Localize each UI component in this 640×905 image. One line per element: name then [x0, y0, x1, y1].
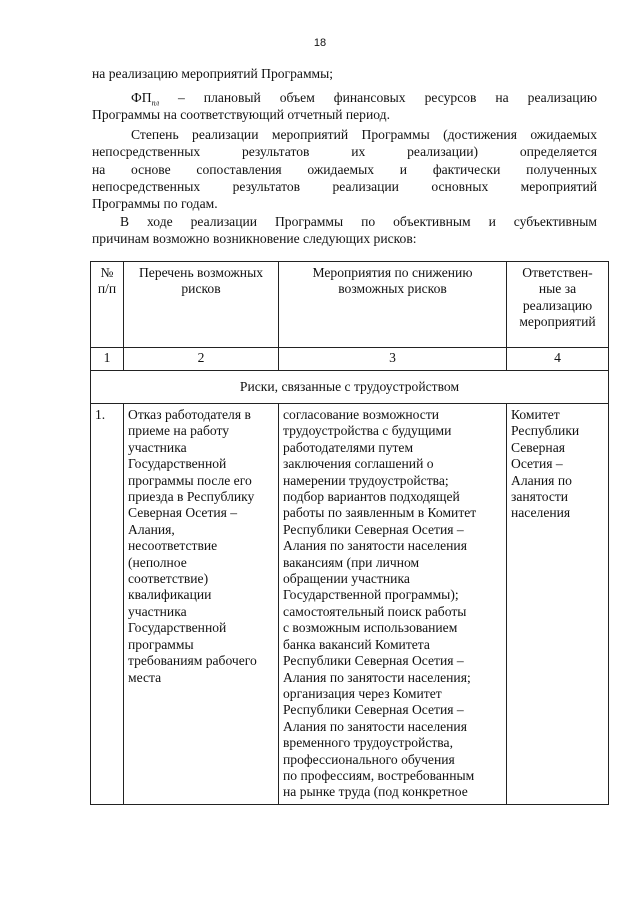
risk-line: участника — [128, 439, 187, 455]
measure-line: по профессиям, востребованным — [283, 767, 475, 783]
p3-line-2: причинам возможно возникновение следующих рисков: — [92, 231, 417, 246]
measure-line: на рынке труда (под конкретное — [283, 784, 468, 800]
measure-line: заключения соглашений о — [283, 456, 434, 472]
intro-line-3: Программы на соответствующий отчетный период. — [92, 107, 390, 122]
responsible-line: Алания по — [511, 472, 572, 488]
responsible-line: Осетия – — [511, 456, 563, 472]
risk-line: квалификации — [128, 587, 212, 603]
measure-line: самостоятельный поиск работы — [283, 603, 467, 619]
row-number: 1. — [91, 404, 124, 805]
risk-line: программы после его — [128, 472, 252, 488]
measure-line: Республики Северная Осетия – — [283, 653, 464, 669]
fp-subscript: пл — [151, 98, 160, 108]
risk-line: Северная Осетия – — [128, 505, 238, 521]
risk-description — [124, 404, 279, 805]
responsible-line: Северная — [511, 439, 565, 455]
column-number-row — [91, 348, 609, 371]
measure-line: с возможным использованием — [283, 620, 458, 636]
fp-definition: – плановый объем финансовых ресурсов на реализацию — [159, 90, 597, 105]
col-number: 4 — [507, 348, 609, 371]
risk-line: приеме на работу — [128, 423, 230, 439]
responsible-line: населения — [511, 505, 571, 521]
risk-line: приезда в Республику — [128, 489, 255, 505]
p3-line-1: В ходе реализации Программы по объективным и субъективным — [120, 214, 597, 229]
risk-line: несоответствие — [128, 538, 218, 554]
measure-line: согласование возможности — [283, 407, 440, 422]
risk-line: Государственной — [128, 456, 227, 472]
risk-line: Алания, — [128, 521, 175, 537]
p2-line-3: на основе сопоставления ожидаемых и фактически полученных — [92, 162, 597, 177]
section-row — [91, 371, 609, 404]
table-header-row — [91, 262, 609, 348]
responsible-line: Комитет — [511, 407, 560, 422]
measure-line: Алания по занятости населения — [283, 538, 467, 554]
risk-line: участника — [128, 603, 187, 619]
p2-line-1: Степень реализации мероприятий Программы (достижения ожидаемых — [131, 127, 597, 142]
risk-line: программы — [128, 636, 194, 652]
responsible-line: Республики — [511, 423, 580, 439]
measure-line: банка вакансий Комитета — [283, 636, 430, 652]
measure-line: работы по заявленным в Комитет — [283, 505, 477, 521]
risk-measures — [279, 404, 507, 805]
risk-line: требованиям рабочего — [128, 653, 257, 669]
header-responsible: Ответствен- ные за реализацию мероприятий — [507, 262, 609, 348]
measure-line: Алания по занятости населения; — [283, 669, 471, 685]
responsible-party — [507, 404, 609, 805]
risk-line: соответствие) — [128, 571, 209, 587]
risk-line: Отказ работодателя в — [128, 407, 251, 422]
measure-line: подбор вариантов подходящей — [283, 489, 460, 505]
measure-line: Республики Северная Осетия – — [283, 521, 464, 537]
measure-line: профессионального обучения — [283, 751, 455, 767]
col-number: 1 — [91, 348, 124, 371]
table-row — [91, 404, 609, 805]
responsible-line: занятости — [511, 489, 569, 505]
intro-line-1: на реализацию мероприятий Программы; — [92, 66, 334, 81]
measure-line: обращении участника — [283, 571, 410, 587]
p2-line-5: Программы по годам. — [92, 196, 218, 211]
header-risks: Перечень возможных рисков — [124, 262, 279, 348]
p2-line-4: непосредственных результатов реализации основных мероприятий — [92, 179, 597, 194]
page-number: 18 — [313, 37, 327, 49]
col-number: 2 — [124, 348, 279, 371]
col-number: 3 — [279, 348, 507, 371]
fp-symbol: ФП — [131, 90, 152, 105]
p2-line-2: непосредственных результатов их реализации) определяется — [92, 144, 597, 159]
risks-table — [90, 261, 609, 805]
header-measures: Мероприятия по снижению возможных рисков — [279, 262, 507, 348]
measure-line: Республики Северная Осетия – — [283, 702, 464, 718]
risk-line: (неполное — [128, 554, 187, 570]
measure-line: Государственной программы); — [283, 587, 459, 603]
measure-line: временного трудоустройства, — [283, 735, 453, 751]
risk-line: места — [128, 669, 162, 685]
measure-line: работодателями путем — [283, 439, 414, 455]
section-title: Риски, связанные с трудоустройством — [91, 371, 609, 404]
measure-line: намерении трудоустройства; — [283, 472, 449, 488]
measure-line: организация через Комитет — [283, 685, 442, 701]
measure-line: трудоустройства с будущими — [283, 423, 452, 439]
risk-line: Государственной — [128, 620, 227, 636]
measure-line: Алания по занятости населения — [283, 718, 467, 734]
measure-line: вакансиям (при личном — [283, 554, 420, 570]
header-num: № п/п — [91, 262, 124, 348]
